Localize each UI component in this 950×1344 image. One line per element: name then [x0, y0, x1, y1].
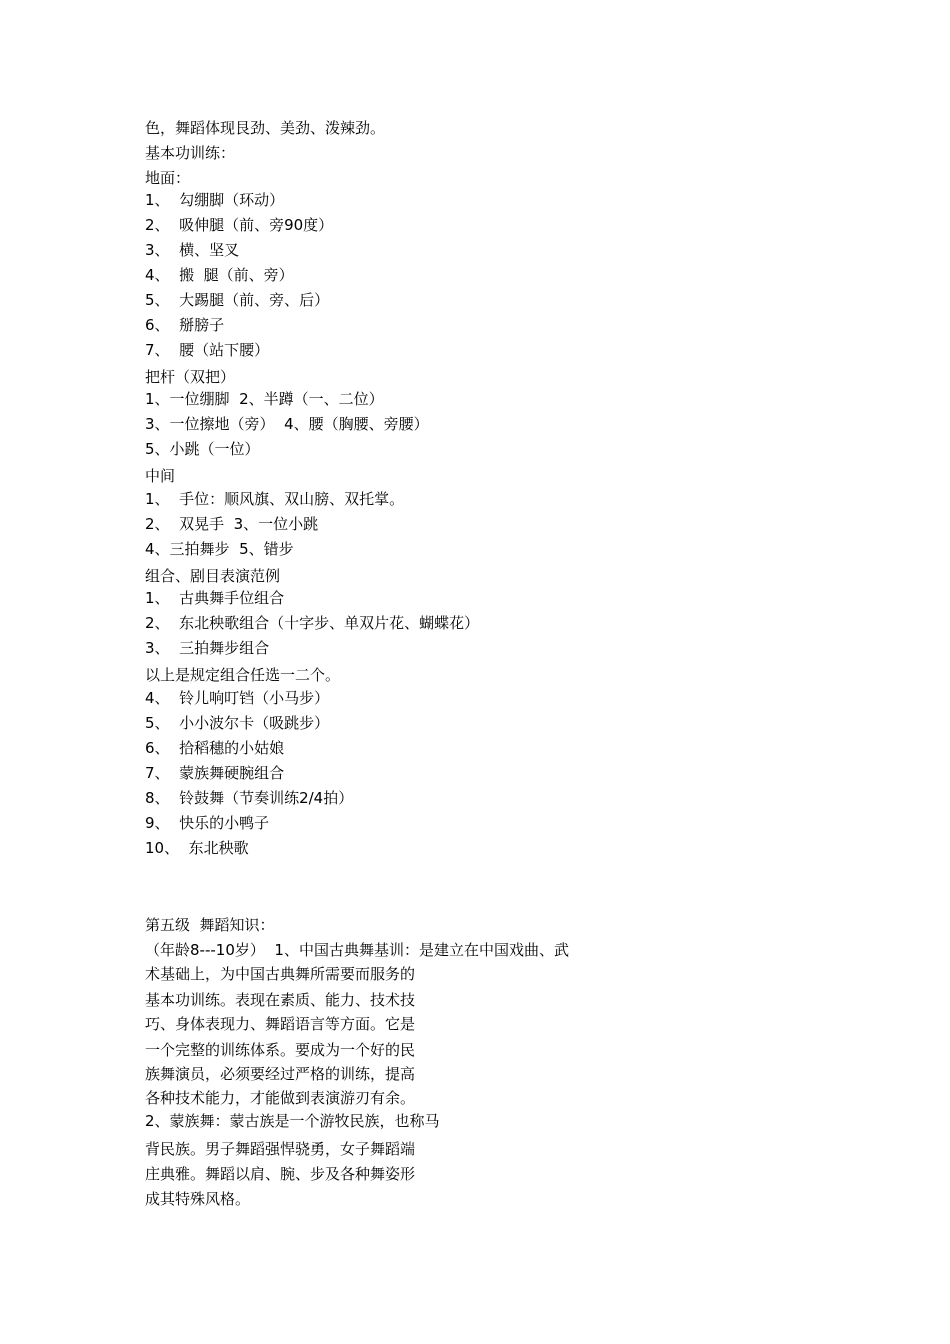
text-line-33: 术基础上，为中国古典舞所需要而服务的 [145, 965, 416, 983]
text-line-12: 1、一位绷脚 2、半蹲（一、二位） [145, 390, 384, 408]
text-line-15: 中间 [145, 467, 176, 485]
text-line-22: 3、 三拍舞步组合 [145, 639, 270, 657]
text-line-17: 2、 双晃手 3、一位小跳 [145, 515, 319, 533]
text-line-21: 2、 东北秧歌组合（十字步、单双片花、蝴蝶花） [145, 614, 480, 632]
text-line-8: 5、 大踢腿（前、旁、后） [145, 291, 330, 309]
text-line-40: 背民族。男子舞蹈强悍骁勇，女子舞蹈端 [145, 1140, 416, 1158]
text-line-5: 2、 吸伸腿（前、旁90度） [145, 216, 334, 234]
text-line-37: 族舞演员，必须要经过严格的训练，提高 [145, 1065, 416, 1083]
text-line-35: 巧、身体表现力、舞蹈语言等方面。它是 [145, 1015, 416, 1033]
text-line-14: 5、小跳（一位） [145, 440, 260, 458]
text-line-7: 4、 搬 腿（前、旁） [145, 266, 294, 284]
text-line-10: 7、 腰（站下腰） [145, 341, 270, 359]
text-line-27: 7、 蒙族舞硬腕组合 [145, 764, 285, 782]
text-line-2: 基本功训练： [145, 144, 236, 162]
text-line-11: 把杆（双把） [145, 368, 236, 386]
text-line-39: 2、蒙族舞：蒙古族是一个游牧民族，也称马 [145, 1112, 440, 1130]
text-line-6: 3、 横、坚叉 [145, 241, 240, 259]
text-line-24: 4、 铃儿响叮铛（小马步） [145, 689, 330, 707]
text-line-19: 组合、剧目表演范例 [145, 567, 281, 585]
text-line-25: 5、 小小波尔卡（吸跳步） [145, 714, 330, 732]
text-line-1: 色，舞蹈体现艮劲、美劲、泼辣劲。 [145, 119, 386, 137]
text-line-9: 6、 掰膀子 [145, 316, 225, 334]
text-line-23: 以上是规定组合任选一二个。 [145, 666, 341, 684]
text-line-4: 1、 勾绷脚（环动） [145, 191, 285, 209]
text-line-38: 各种技术能力，才能做到表演游刃有余。 [145, 1089, 416, 1107]
text-line-30: 10、 东北秧歌 [145, 839, 249, 857]
text-line-29: 9、 快乐的小鸭子 [145, 814, 270, 832]
text-line-41: 庄典雅。舞蹈以肩、腕、步及各种舞姿形 [145, 1165, 416, 1183]
text-line-16: 1、 手位：顺风旗、双山膀、双托掌。 [145, 490, 405, 508]
text-line-3: 地面： [145, 169, 191, 187]
text-line-31: 第五级 舞蹈知识： [145, 916, 275, 934]
text-line-34: 基本功训练。表现在素质、能力、技术技 [145, 991, 416, 1009]
text-line-26: 6、 拾稻穗的小姑娘 [145, 739, 285, 757]
text-line-13: 3、一位擦地（旁） 4、腰（胸腰、旁腰） [145, 415, 429, 433]
text-line-28: 8、 铃鼓舞（节奏训练2/4拍） [145, 789, 354, 807]
text-line-18: 4、三拍舞步 5、错步 [145, 540, 294, 558]
text-line-32: （年龄8---10岁） 1、中国古典舞基训：是建立在中国戏曲、武 [145, 941, 569, 959]
text-line-20: 1、 古典舞手位组合 [145, 589, 285, 607]
text-line-42: 成其特殊风格。 [145, 1190, 251, 1208]
text-line-36: 一个完整的训练体系。要成为一个好的民 [145, 1041, 416, 1059]
